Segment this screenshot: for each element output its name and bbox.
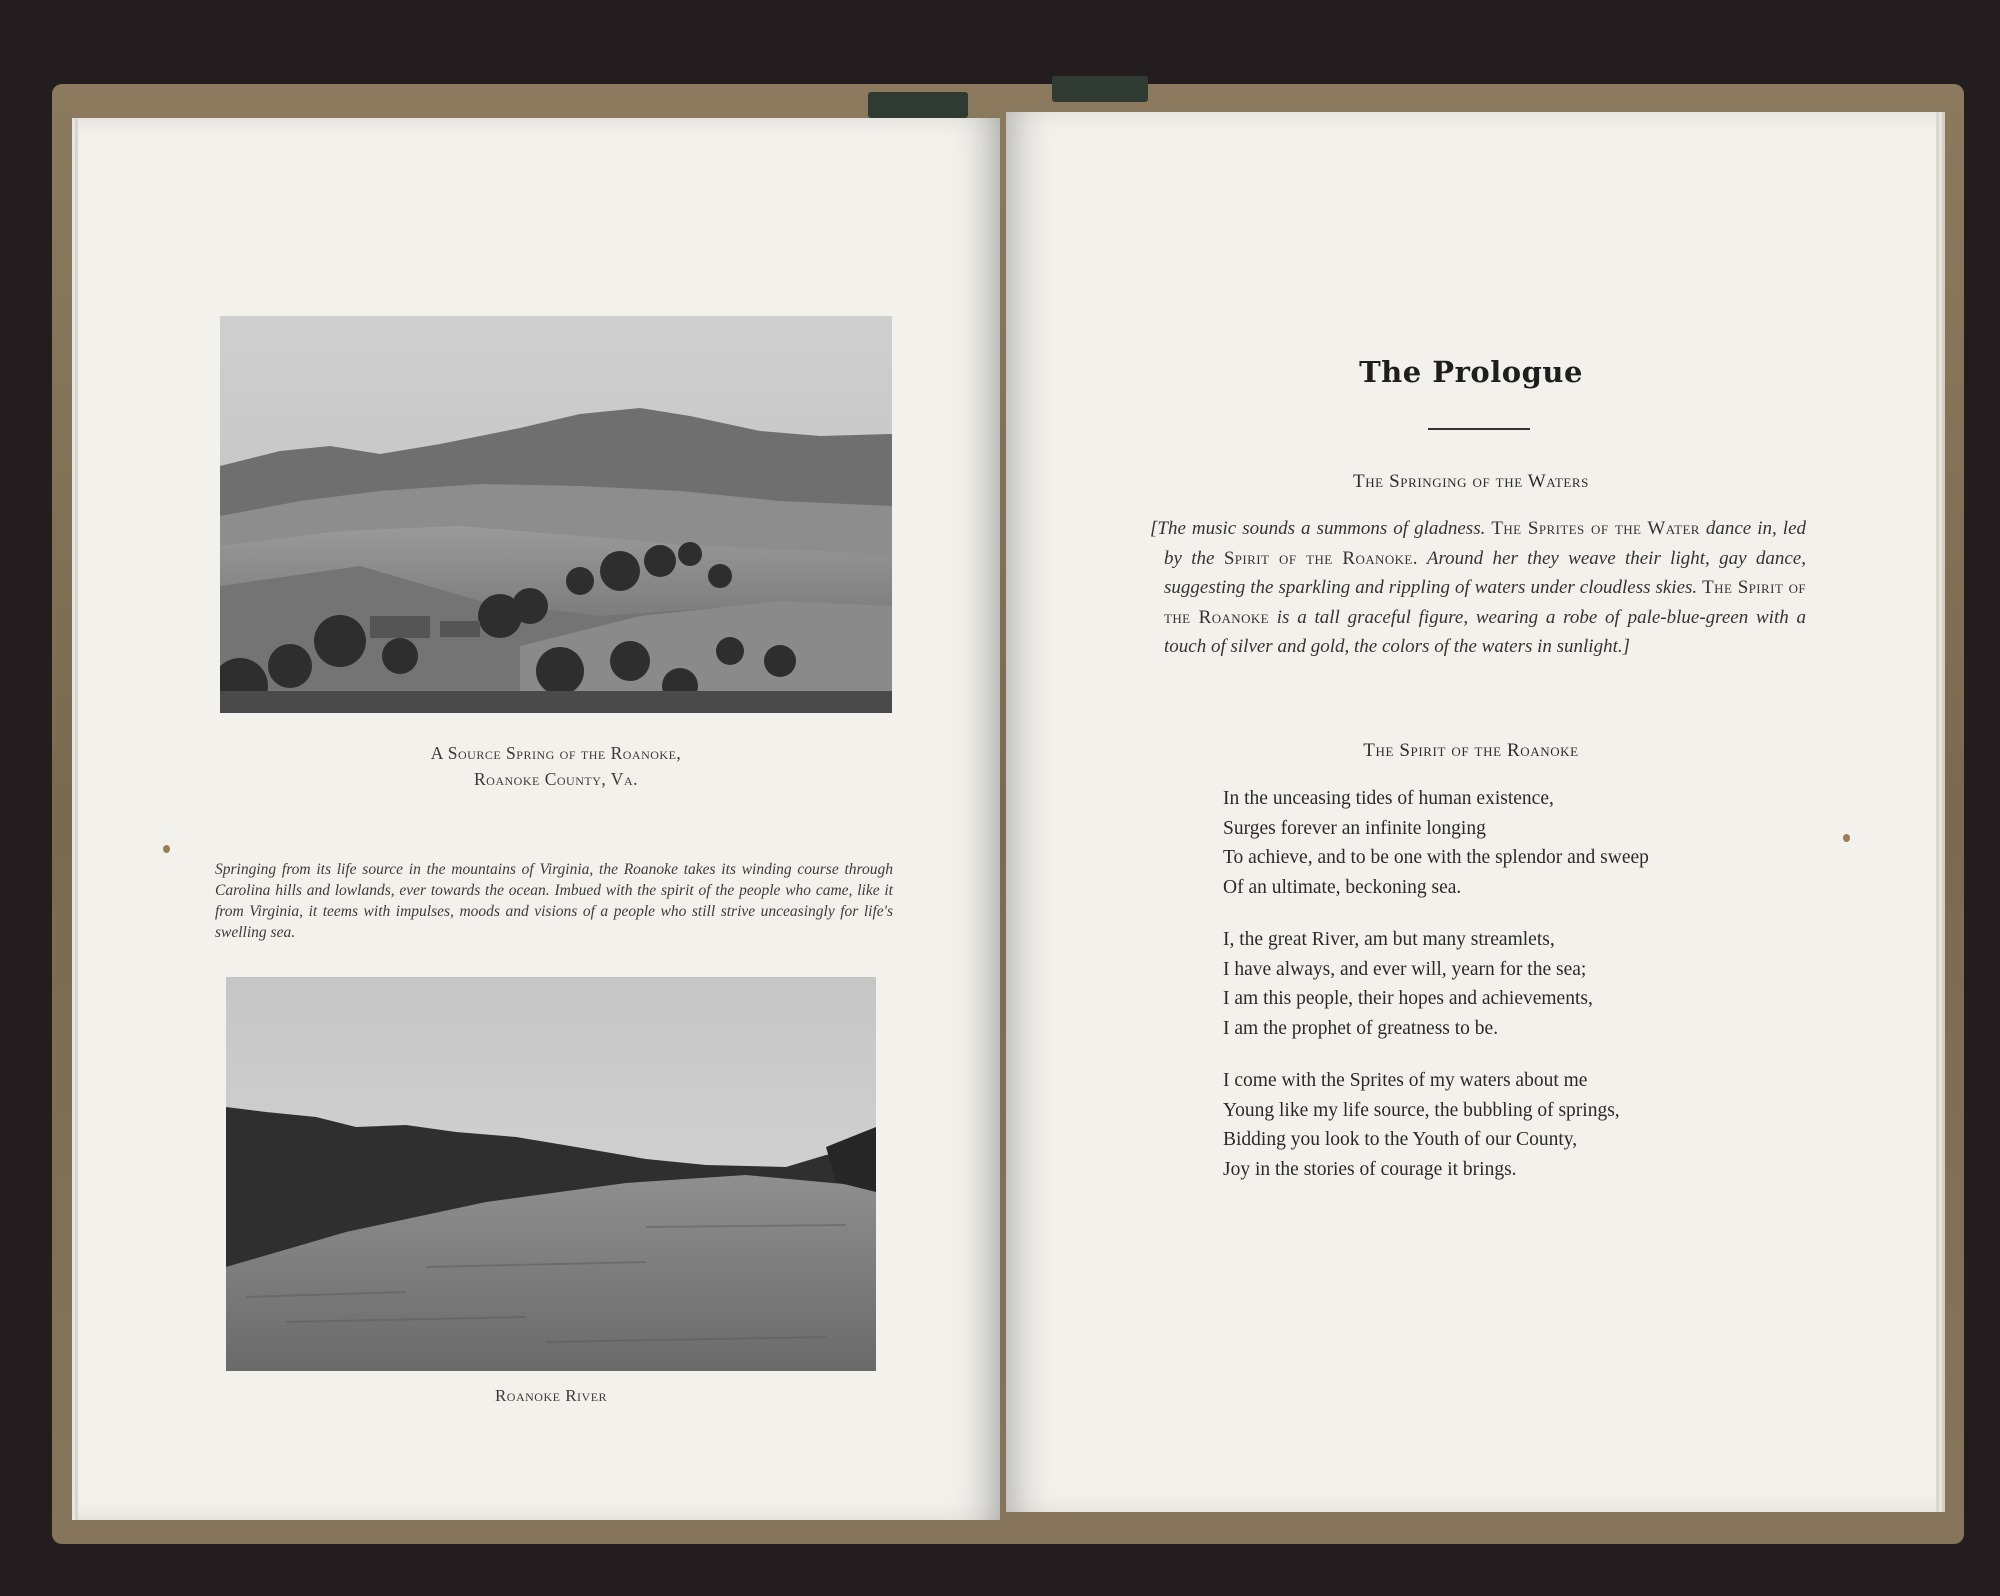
stage-direction-t6: The Spirit of the Roanoke xyxy=(1164,577,1806,628)
stage-direction-t5: Around her they weave their light, gay dance, suggesting the sparkling and rippling of waters under cloudless skies. xyxy=(1164,547,1806,598)
photo-roanoke-river xyxy=(226,977,876,1371)
speaker-heading: The Spirit of the Roanoke xyxy=(1363,740,1579,761)
title-divider xyxy=(1428,428,1530,430)
landscape-image xyxy=(220,316,892,713)
verse-line: I am this people, their hopes and achievements, xyxy=(1223,988,1593,1009)
photo1-caption-line2: Roanoke County, Va. xyxy=(474,769,638,789)
verse-line: Bidding you look to the Youth of our County, xyxy=(1223,1129,1578,1150)
verse-line: I come with the Sprites of my waters about me xyxy=(1223,1070,1588,1091)
stanza-1 xyxy=(1223,784,1649,902)
photo2-caption: Roanoke River xyxy=(494,1386,608,1405)
roanoke-blurb: Springing from its life source in the mountains of Virginia, the Roanoke takes its winding course through Carolina hills and lowlands, ever towards the ocean. Imbued with the spirit of the people who came, like it from Virginia, it teems with impulses, moods and visions of a people who still strive unceasingly for life's swelling sea. xyxy=(215,861,893,941)
verse-line: I have always, and ever will, yearn for the sea; xyxy=(1223,958,1587,980)
photo1-caption xyxy=(220,740,892,792)
verse-line: In the unceasing tides of human existence, xyxy=(1223,788,1554,809)
stanza-3 xyxy=(1223,1066,1620,1184)
verse-line: Young like my life source, the bubbling of springs, xyxy=(1223,1099,1620,1121)
verse-line: To achieve, and to be one with the splendor and sweep xyxy=(1223,847,1649,868)
verse-line: I, the great River, am but many streamlets, xyxy=(1223,929,1555,950)
page-title: The Prologue xyxy=(1359,355,1583,389)
paper-speck xyxy=(1843,834,1850,842)
verse-line: Joy in the stories of courage it brings. xyxy=(1223,1158,1517,1180)
section-heading: The Springing of the Waters xyxy=(1352,471,1590,492)
stage-direction-t4: Spirit of the Roanoke. xyxy=(1223,547,1418,569)
photo-source-spring xyxy=(220,316,892,713)
stage-direction-t7: is a tall graceful figure, wearing a robe of pale-blue-green with a touch of silver and gold, the colors of the waters in sunlight.] xyxy=(1164,606,1806,657)
paper-speck xyxy=(163,845,170,853)
stage-direction xyxy=(1150,514,1806,662)
verse-line: I am the prophet of greatness to be. xyxy=(1223,1017,1499,1039)
verse-line: Of an ultimate, beckoning sea. xyxy=(1223,876,1462,898)
photo1-caption-line1: A Source Spring of the Roanoke, xyxy=(430,743,682,763)
stanza-2 xyxy=(1223,925,1593,1043)
verse-line: Surges forever an infinite longing xyxy=(1223,817,1486,839)
stage-direction-t3: dance in, led by the xyxy=(1164,518,1807,569)
spine-binding-right xyxy=(1052,76,1148,102)
spine-binding xyxy=(868,92,968,118)
river-image xyxy=(226,977,876,1371)
stage-direction-t1: [The music sounds a summons of gladness. xyxy=(1150,518,1486,539)
stage-direction-t2: The Sprites of the Water xyxy=(1491,518,1700,539)
